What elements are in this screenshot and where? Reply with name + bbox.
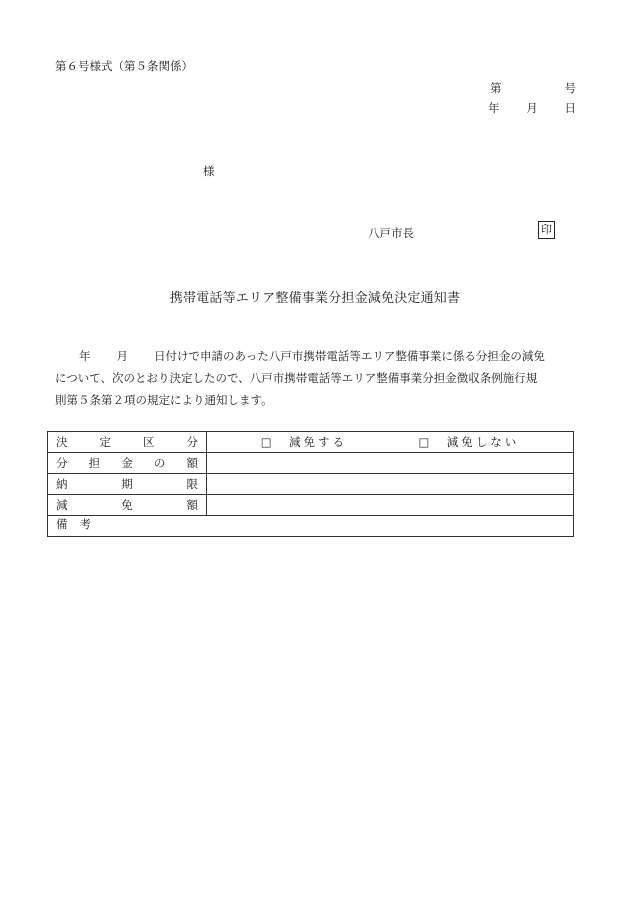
due-date-label bbox=[48, 474, 207, 495]
label-char: 期 bbox=[121, 477, 133, 491]
due-date-field[interactable] bbox=[207, 474, 574, 495]
remarks-label: 備考 bbox=[56, 517, 103, 531]
body-year: 年 bbox=[79, 349, 91, 363]
label-char: 区 bbox=[143, 435, 155, 449]
seal-mark: 印 bbox=[538, 221, 555, 239]
label-char: 担 bbox=[88, 456, 101, 470]
label-char: の bbox=[153, 456, 166, 470]
document-number-suffix: 号 bbox=[564, 81, 576, 95]
notice-body bbox=[55, 345, 580, 411]
option-no-reduce-checkbox[interactable]: □ 減免しない bbox=[418, 435, 520, 449]
option-reduce-checkbox[interactable]: □ 減免する bbox=[260, 435, 348, 449]
table-row-remarks bbox=[48, 516, 574, 537]
reduction-amount-field[interactable] bbox=[207, 495, 574, 516]
label-char: 納 bbox=[56, 477, 68, 491]
form-number: 第６号様式（第５条関係） bbox=[55, 59, 193, 73]
table-row-due-date bbox=[48, 474, 574, 495]
document-number-prefix: 第 bbox=[490, 81, 502, 95]
label-char: 額 bbox=[186, 498, 198, 512]
date-day: 日 bbox=[564, 101, 576, 115]
addressee-honorific: 様 bbox=[203, 164, 215, 178]
reduction-amount-label bbox=[48, 495, 207, 516]
label-char: 分 bbox=[186, 435, 198, 449]
body-line-2: について、次のとおり決定したので、八戸市携帯電話等エリア整備事業分担金徴収条例施行規 bbox=[55, 371, 538, 385]
label-char: 減 bbox=[56, 498, 68, 512]
body-line-3: 則第５条第２項の規定により通知します。 bbox=[55, 393, 273, 407]
label-char: 額 bbox=[186, 456, 198, 470]
table-row-share-amount bbox=[48, 453, 574, 474]
label-char: 定 bbox=[99, 435, 111, 449]
decision-options bbox=[207, 432, 574, 453]
label-char: 免 bbox=[121, 498, 133, 512]
share-amount-label bbox=[48, 453, 207, 474]
remarks-cell[interactable] bbox=[48, 516, 574, 537]
issuer-name: 八戸市長 bbox=[368, 226, 414, 240]
label-char: 限 bbox=[186, 477, 198, 491]
label-char: 決 bbox=[56, 435, 68, 449]
table-row-reduction-amount bbox=[48, 495, 574, 516]
share-amount-field[interactable] bbox=[207, 453, 574, 474]
date-year: 年 bbox=[488, 101, 500, 115]
document-number bbox=[490, 80, 576, 96]
body-line-1 bbox=[55, 345, 580, 367]
table-row-decision bbox=[48, 432, 574, 453]
issue-date bbox=[488, 100, 576, 116]
document-title: 携帯電話等エリア整備事業分担金減免決定通知書 bbox=[169, 291, 461, 306]
label-char: 分 bbox=[56, 456, 68, 470]
decision-label bbox=[48, 432, 207, 453]
decision-table bbox=[47, 431, 574, 537]
body-month: 月 bbox=[116, 349, 128, 363]
date-month: 月 bbox=[526, 101, 538, 115]
body-line-1-text: 日付けで申請のあった八戸市携帯電話等エリア整備事業に係る分担金の減免 bbox=[154, 349, 545, 363]
label-char: 金 bbox=[121, 456, 133, 470]
